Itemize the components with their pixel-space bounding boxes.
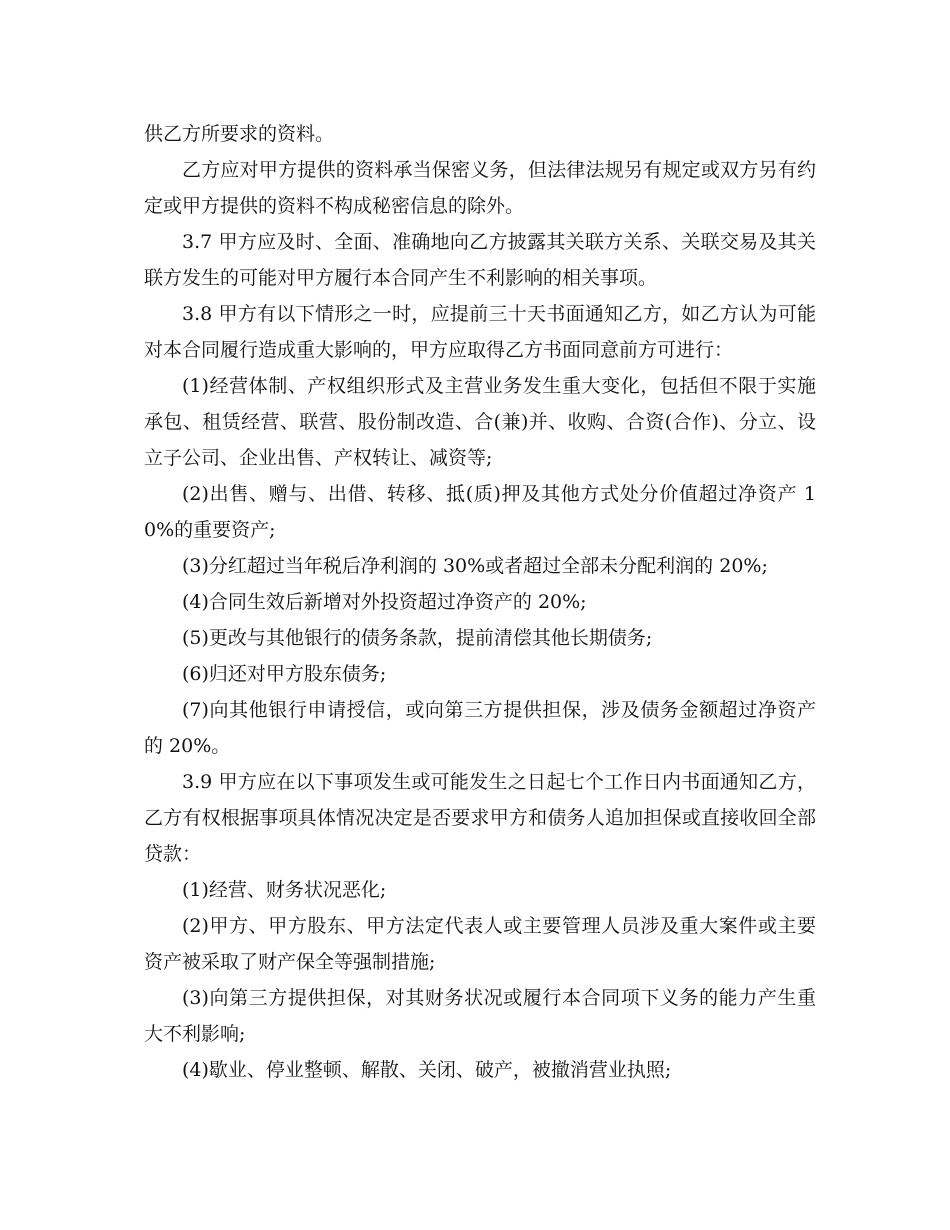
- document-body: [144, 116, 816, 1088]
- list-item-3-8-5: (5)更改与其他银行的债务条款，提前清偿其他长期债务;: [182, 627, 653, 649]
- paragraph-clause-3-8: 3.8 甲方有以下情形之一时，应提前三十天书面通知乙方，如乙方认为可能对本合同履行造成重大影响的，甲方应取得乙方书面同意前方可进行：: [144, 303, 816, 361]
- list-item-3-9-3: (3)向第三方提供担保，对其财务状况或履行本合同项下义务的能力产生重大不利影响;: [144, 987, 816, 1045]
- list-item-3-8-1: (1)经营体制、产权组织形式及主营业务发生重大变化，包括但不限于实施承包、租赁经营、联营、股份制改造、合(兼)并、收购、合资(合作)、分立、设立子公司、企业出售、产权转让、减资等;: [144, 375, 816, 469]
- paragraph-clause-3-7: 3.7 甲方应及时、全面、准确地向乙方披露其关联方关系、关联交易及其关联方发生的可能对甲方履行本合同产生不利影响的相关事项。: [144, 231, 816, 289]
- paragraph-clause-3-9: 3.9 甲方应在以下事项发生或可能发生之日起七个工作日内书面通知乙方，乙方有权根据事项具体情况决定是否要求甲方和债务人追加担保或直接收回全部贷款：: [144, 771, 816, 865]
- list-item-3-9-2: (2)甲方、甲方股东、甲方法定代表人或主要管理人员涉及重大案件或主要资产被采取了财产保全等强制措施;: [144, 915, 816, 973]
- list-item-3-9-1: (1)经营、财务状况恶化;: [182, 879, 387, 901]
- list-item-3-8-6: (6)归还对甲方股东债务;: [182, 663, 387, 685]
- list-item-3-8-2: (2)出售、赠与、出借、转移、抵(质)押及其他方式处分价值超过净资产 10%的重要资产;: [144, 483, 816, 541]
- list-item-3-8-7: (7)向其他银行申请授信，或向第三方提供担保，涉及债务金额超过净资产的 20%。: [144, 699, 816, 757]
- list-item-3-8-4: (4)合同生效后新增对外投资超过净资产的 20%;: [182, 591, 587, 613]
- list-item-3-8-3: (3)分红超过当年税后净利润的 30%或者超过全部未分配利润的 20%;: [182, 555, 768, 577]
- list-item-3-9-4: (4)歇业、停业整顿、解散、关闭、破产，被撤消营业执照;: [182, 1059, 672, 1081]
- paragraph-confidentiality: 乙方应对甲方提供的资料承当保密义务，但法律法规另有规定或双方另有约定或甲方提供的资料不构成秘密信息的除外。: [144, 159, 816, 217]
- paragraph-continuation: 供乙方所要求的资料。: [144, 123, 335, 145]
